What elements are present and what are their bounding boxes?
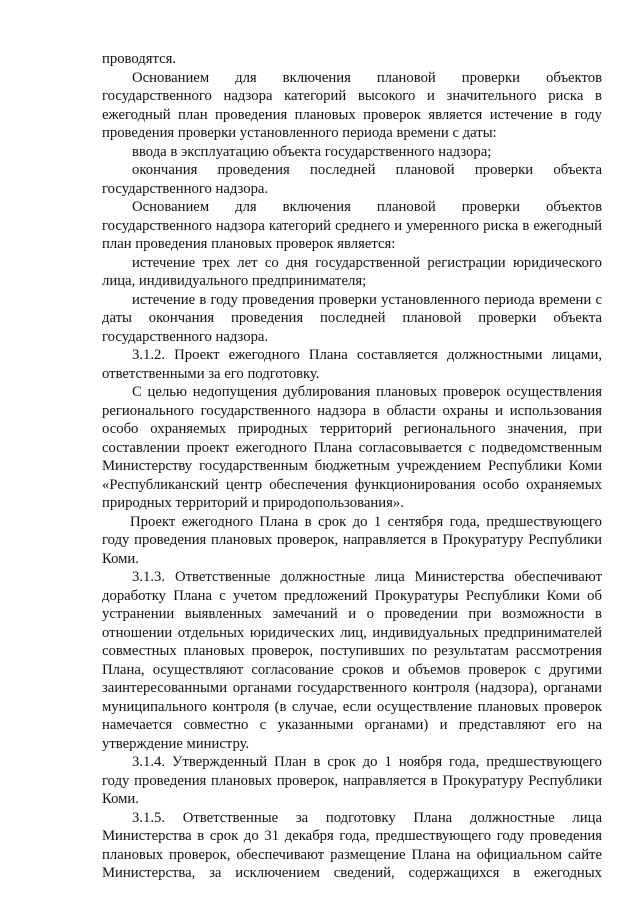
document-body	[102, 50, 602, 883]
paragraph-9: С целью недопущения дублирования плановых проверок осуществления регионального государственного надзора в области охраны и использования особо охраняемых природных территорий регионального значения, при составлении проект ежегодного Плана согласовывается с подведомственным Министерству государственным бюджетным учреждением Республики Коми «Республиканский центр обеспечения функционирования особо охраняемых природных территорий и природопользования».	[102, 384, 602, 511]
paragraph-4: окончания проведения последней плановой проверки объекта государственного надзора.	[102, 162, 602, 197]
paragraph-13: 3.1.5. Ответственные за подготовку Плана должностные лица Министерства в срок до 31 декабря года, предшествующего году проведения плановых проверок, обеспечивают размещение Плана на официальном сайте Министерства, за исключением сведений, содержащихся в ежегодных	[102, 809, 602, 881]
paragraph-5: Основанием для включения плановой проверки объектов государственного надзора категорий среднего и умеренного риска в ежегодный план проведения плановых проверок является:	[102, 199, 602, 252]
paragraph-1: проводятся.	[102, 51, 177, 67]
paragraph-12: 3.1.4. Утвержденный План в срок до 1 ноября года, предшествующего году проведения плановых проверок, направляется в Прокуратуру Республики Коми.	[102, 754, 602, 807]
paragraph-6: истечение трех лет со дня государственной регистрации юридического лица, индивидуального предпринимателя;	[102, 254, 602, 289]
paragraph-8: 3.1.2. Проект ежегодного Плана составляется должностными лицами, ответственными за его подготовку.	[102, 347, 602, 382]
paragraph-2: Основанием для включения плановой проверки объектов государственного надзора категорий высокого и значительного риска в ежегодный план проведения плановых проверок является истечение в году проведения проверки установленного периода времени с даты:	[102, 69, 602, 141]
paragraph-10: Проект ежегодного Плана в срок до 1 сентября года, предшествующего году проведения плановых проверок, направляется в Прокуратуру Республики Коми.	[102, 513, 602, 567]
paragraph-7: истечение в году проведения проверки установленного периода времени с даты окончания проведения последней плановой проверки объекта государственного надзора.	[102, 291, 602, 345]
paragraph-3: ввода в эксплуатацию объекта государственного надзора;	[132, 143, 492, 160]
paragraph-11: 3.1.3. Ответственные должностные лица Министерства обеспечивают доработку Плана с учетом предложений Прокуратуры Республики Коми об устранении выявленных замечаний и о проведении при возможности в отношении отдельных юридических лиц, индивидуальных предпринимателей совместных плановых проверок, поступивших по результатам рассмотрения Плана, осуществляют согласование сроков и объемов проверок с другими заинтересованными органами государственного контроля (надзора), органами муниципального контроля (в случае, если осуществление плановых проверок намечается совместно с указанными органами) и представляют его на утверждение министру.	[102, 569, 602, 752]
